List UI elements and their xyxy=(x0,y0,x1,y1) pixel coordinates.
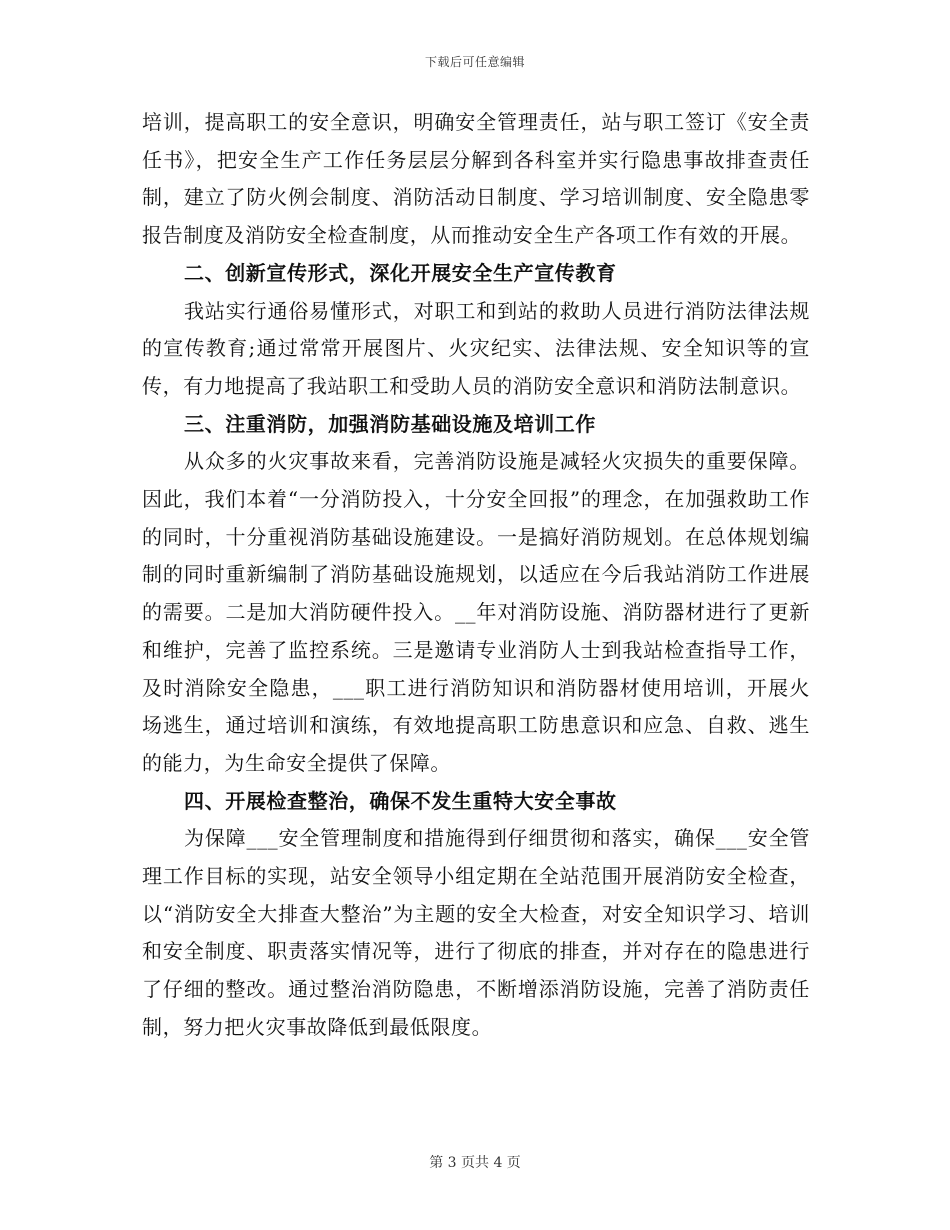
section-heading-inspection: 四、开展检查整治，确保不发生重特大安全事故 xyxy=(184,788,617,813)
section-heading-publicity: 二、创新宣传形式，深化开展安全生产宣传教育 xyxy=(184,260,617,285)
paragraph-inspection: 为保障___安全管理制度和措施得到仔细贯彻和落实，确保___安全管理工作目标的实现，站安全领导小组定期在全站范围开展消防安全检查，以“消防安全大排查大整治”为主题的安全大检查，对安全知识学习、培训和安全制度、职责落实情况等，进行了彻底的排查，并对存在的隐患进行了仔细的整改。通过整治消防隐患，不断增添消防设施，完善了消防责任制，努力把火灾事故降低到最低限度。 xyxy=(142,826,810,1039)
paragraph-training-continuation: 培训，提高职工的安全意识，明确安全管理责任，站与职工签订《安全责任书》，把安全生产工作任务层层分解到各科室并实行隐患事故排查责任制，建立了防火例会制度、消防活动日制度、学习培训制度、安全隐患零报告制度及消防安全检查制度，从而推动安全生产各项工作有效的开展。 xyxy=(142,110,810,248)
paragraph-fire-facilities: 从众多的火灾事故来看，完善消防设施是减轻火灾损失的重要保障。因此，我们本着“一分消防投入，十分安全回报”的理念，在加强救助工作的同时，十分重视消防基础设施建设。一是搞好消防规划。在总体规划编制的同时重新编制了消防基础设施规划，以适应在今后我站消防工作进展的需要。二是加大消防硬件投入。__年对消防设施、消防器材进行了更新和维护，完善了监控系统。三是邀请专业消防人士到我站检查指导工作，及时消除安全隐患，___职工进行消防知识和消防器材使用培训，开展火场逃生，通过培训和演练，有效地提高职工防患意识和应急、自救、逃生的能力，为生命安全提供了保障。 xyxy=(142,449,810,775)
paragraph-publicity: 我站实行通俗易懂形式，对职工和到站的救助人员进行消防法律法规的宣传教育;通过常常开展图片、火灾纪实、法律法规、安全知识等的宣传，有力地提高了我站职工和受助人员的消防安全意识和消防法制意识。 xyxy=(142,298,810,398)
page-header: 下载后可任意编辑 xyxy=(424,55,525,69)
document-body xyxy=(142,104,810,1047)
section-heading-fire-facilities: 三、注重消防，加强消防基础设施及培训工作 xyxy=(184,411,596,436)
page-footer: 第 3 页共 4 页 xyxy=(429,1155,521,1171)
